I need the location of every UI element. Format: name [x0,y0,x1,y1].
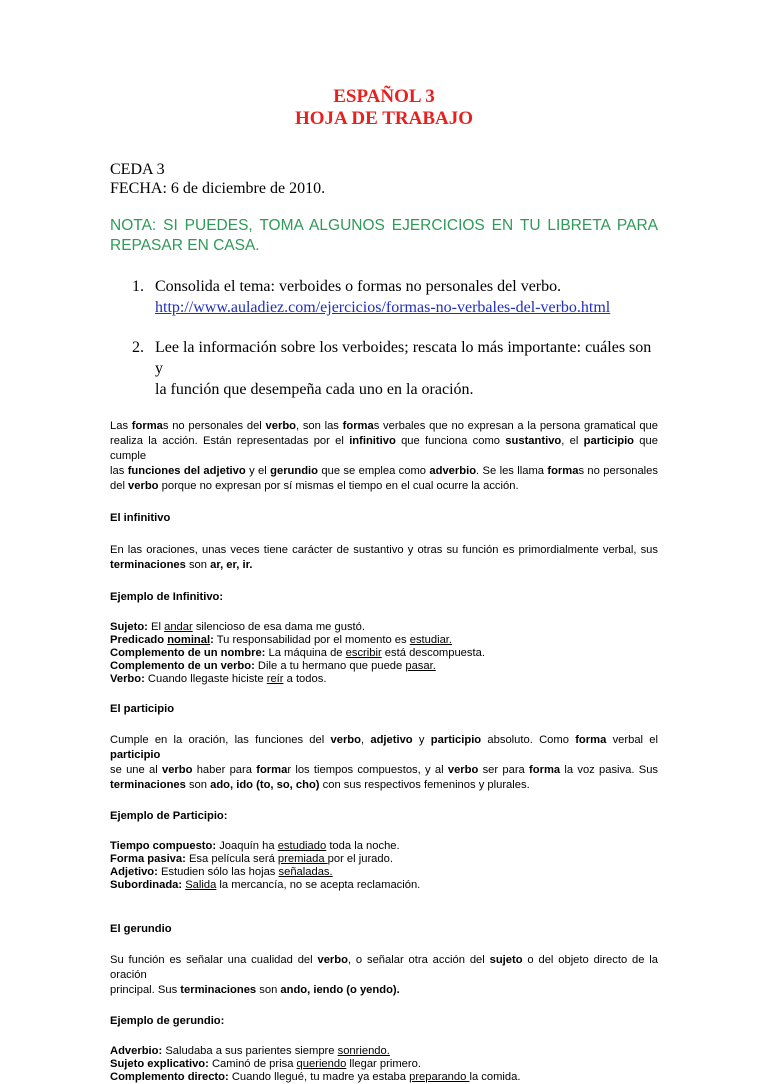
task-item-1 [110,276,658,318]
list-item: Tiempo compuesto: Joaquín ha estudiado toda la noche. [110,840,400,852]
list-item: Adverbio: Saludaba a sus parientes siempre sonriendo. [110,1045,390,1057]
intro-line-3: las funciones del adjetivo y el gerundio que se emplea como adverbio. Se les llama formas no personales [110,465,658,477]
auladiez-link[interactable]: http://www.auladiez.com/ejercicios/formas-no-verbales-del-verbo.html [155,299,611,316]
infinitivo-line-1: En las oraciones, unas veces tiene carácter de sustantivo y otras su función es primordialmente verbal, sus [110,544,658,556]
infinitivo-examples [110,621,658,686]
infinitivo-heading: El infinitivo [110,512,171,524]
gerundio-heading: El gerundio [110,923,172,935]
meta-block [110,160,658,198]
nota-block [110,216,658,256]
list-item: Subordinada: Salida la mercancía, no se acepta reclamación. [110,879,421,891]
gerundio-line-2: principal. Sus terminaciones son ando, iendo (o yendo). [110,984,400,996]
fecha-line [110,179,658,198]
gerundio-examples [110,1045,658,1084]
gerundio-paragraph [110,953,658,998]
participio-line-1: Cumple en la oración, las funciones del verbo, adjetivo y participio absoluto. Como forma verbal el participio [110,734,659,761]
intro-line-1: Las formas no personales del verbo, son las formas verbales que no expresan a la persona gramatical que [110,420,658,432]
fecha-value: 6 de diciembre de 2010. [170,180,326,197]
task-text: Consolida el tema: verboides o formas no personales del verbo. [155,278,562,295]
list-item: Predicado nominal: Tu responsabilidad por el momento es estudiar. [110,634,453,646]
title-line-2: HOJA DE TRABAJO [294,108,474,129]
document-page [110,0,658,1084]
document-title [110,86,658,130]
list-item: Complemento directo: Cuando llegué, tu madre ya estaba preparando la comida. [110,1071,521,1083]
intro-line-2: realiza la acción. Están representadas por el infinitivo que funciona como sustantivo, el participio que cumple [110,435,658,462]
list-item: Verbo: Cuando llegaste hiciste reír a todos. [110,673,327,685]
gerundio-line-1: Su función es señalar una cualidad del verbo, o señalar otra acción del sujeto o del objeto directo de la oración [110,954,659,981]
list-item: Adjetivo: Estudien sólo las hojas señaladas. [110,866,333,878]
nota-line-1: NOTA: SI PUEDES, TOMA ALGUNOS EJERCICIOS EN TU LIBRETA PARA [110,217,658,234]
participio-line-2: se une al verbo haber para formar los tiempos compuestos, y al verbo ser para forma la voz pasiva. Sus [110,764,659,776]
fecha-label: FECHA: [110,180,167,197]
infinitivo-paragraph [110,543,658,573]
task-item-2 [110,337,658,400]
infinitivo-line-2: terminaciones son ar, er, ir. [110,559,253,571]
list-item: Complemento de un verbo: Dile a tu hermano que puede pasar. [110,660,436,672]
task-text-line-2: la función que desempeña cada uno en la oración. [155,381,474,398]
participio-examples-heading: Ejemplo de Participio: [110,810,228,822]
participio-paragraph [110,733,658,793]
participio-line-3: terminaciones son ado, ido (to, so, cho) con sus respectivos femeninos y plurales. [110,779,530,791]
list-item: Sujeto: El andar silencioso de esa dama me gustó. [110,621,365,633]
list-item: Sujeto explicativo: Caminó de prisa queriendo llegar primero. [110,1058,421,1070]
intro-line-4: del verbo porque no expresan por sí mismas el tiempo en el cual ocurre la acción. [110,480,519,492]
gerundio-examples-heading: Ejemplo de gerundio: [110,1015,225,1027]
list-item: Complemento de un nombre: La máquina de escribir está descompuesta. [110,647,485,659]
task-number: 1. [132,278,144,295]
task-list [110,276,658,400]
nota-line-2: REPASAR EN CASA. [110,237,260,254]
list-item: Forma pasiva: Esa película será premiada por el jurado. [110,853,393,865]
participio-heading: El participio [110,703,175,715]
task-text-line-1: Lee la información sobre los verboides; rescata lo más importante: cuáles son y [155,339,652,377]
title-line-1: ESPAÑOL 3 [333,86,435,107]
participio-examples [110,840,658,892]
ceda-label: CEDA 3 [110,161,165,178]
intro-paragraph [110,419,658,494]
task-number: 2. [132,339,144,356]
infinitivo-examples-heading: Ejemplo de Infinitivo: [110,591,224,603]
